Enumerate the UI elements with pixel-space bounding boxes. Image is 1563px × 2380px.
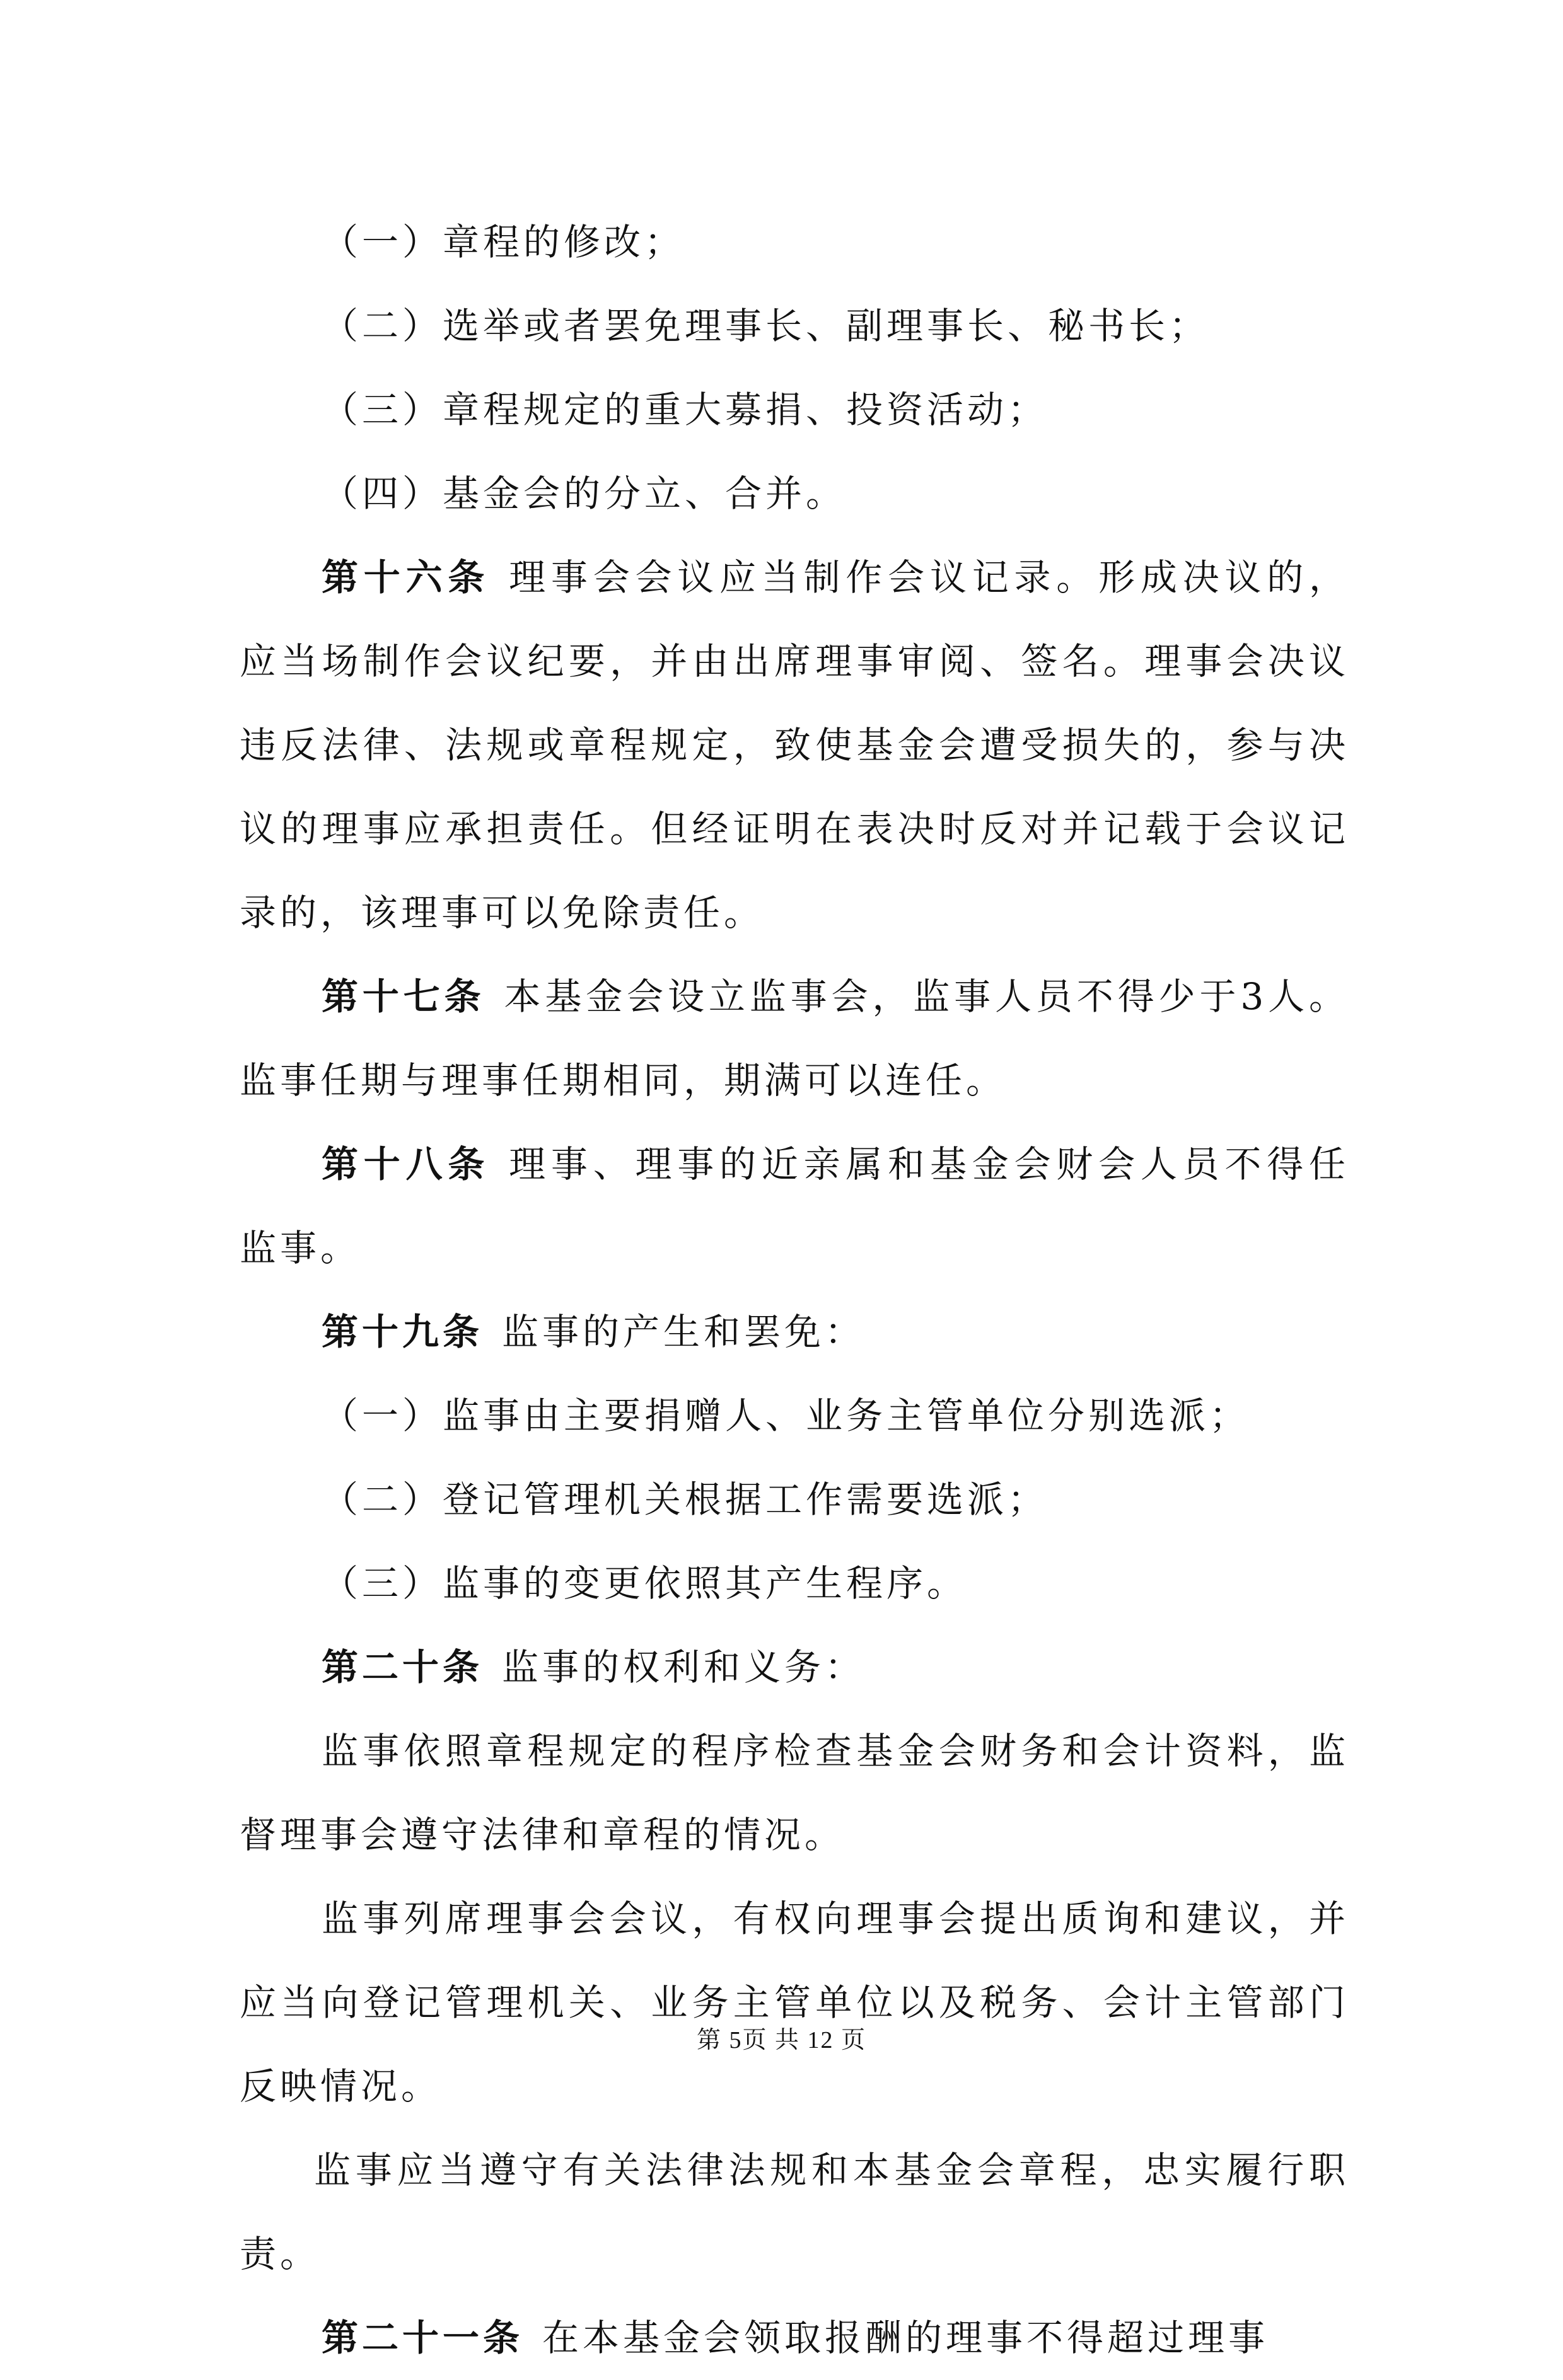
article-paragraph [240,955,1349,1123]
article-text: 本基金会设立监事会，监事人员不得少于3人。监事任期与理事任期相同，期满可以连任。 [240,975,1349,1102]
article-paragraph [240,1290,1349,1374]
article-number: 第十九条 [322,1310,484,1353]
article-number: 第十八条 [322,1143,491,1186]
article-text: 理事会会议应当制作会议记录。形成决议的，应当场制作会议纪要，并由出席理事审阅、签名。理事会决议违反法律、法规或章程规定，致使基金会遭受损失的，参与决议的理事应承担责任。但经证明在表决时反对并记载于会议记录的，该理事可以免除责任。 [240,556,1349,934]
clause-paragraph: （二）登记管理机关根据工作需要选派； [322,1478,1049,1521]
clause-paragraph: （一）监事由主要捐赠人、业务主管单位分别选派； [322,1394,1250,1437]
article-text: 在本基金会领取报酬的理事不得超过理事 [542,2316,1269,2359]
page-footer: 第 5页 共 12 页 [696,2027,866,2054]
clause-paragraph: （二）选举或者罢免理事长、副理事长、秘书长； [322,304,1210,347]
article-paragraph [240,2296,1349,2380]
article-text: 理事、理事的近亲属和基金会财会人员不得任监事。 [240,1143,1349,1269]
clause-paragraph: （四）基金会的分立、合并。 [322,472,847,515]
clause-paragraph: （三）监事的变更依照其产生程序。 [322,1562,968,1605]
article-number: 第十六条 [322,556,491,599]
clause-paragraph: （三）章程规定的重大募捐、投资活动； [322,388,1049,431]
article-text: 监事的产生和罢免： [502,1310,866,1353]
article-paragraph [240,536,1349,955]
article-paragraph [240,1123,1349,1290]
body-paragraph: 监事应当遵守有关法律法规和本基金会章程，忠实履行职责。 [240,2149,1349,2275]
body-paragraph: 监事列席理事会会议，有权向理事会提出质询和建议，并应当向登记管理机关、业务主管单位以及税务、会计主管部门反映情况。 [240,1897,1349,2108]
article-number: 第二十一条 [322,2316,524,2359]
clause-paragraph: （一）章程的修改； [322,221,685,263]
article-text: 监事的权利和义务： [502,1646,866,1689]
article-number: 第二十条 [322,1646,484,1689]
article-paragraph [240,1626,1349,1709]
article-number: 第十七条 [322,975,485,1018]
body-paragraph: 监事依照章程规定的程序检查基金会财务和会计资料，监督理事会遵守法律和章程的情况。 [240,1730,1349,1856]
